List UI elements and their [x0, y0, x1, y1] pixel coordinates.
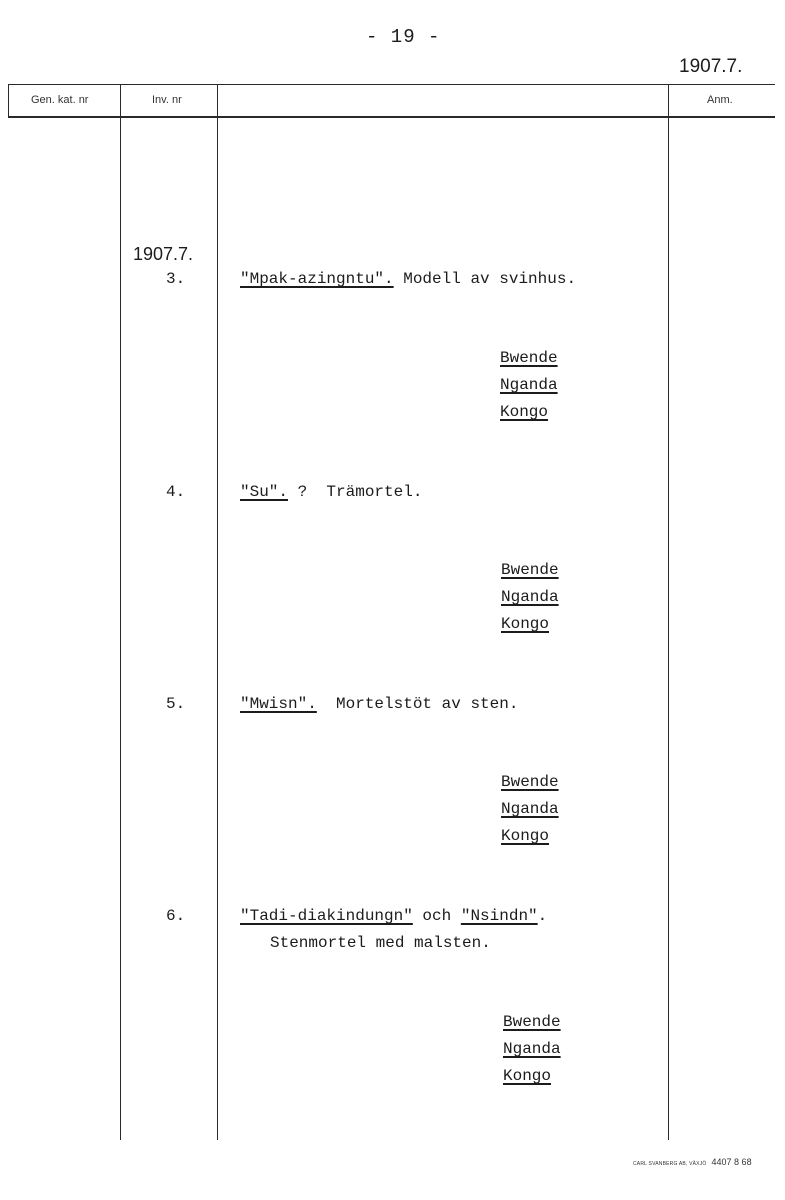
entry-title-2: "Nsindn" [460, 907, 538, 925]
column-header-inv-nr: Inv. nr [152, 94, 182, 106]
entry-description [240, 907, 547, 925]
entry-title: "Tadi-diakindungn" [240, 907, 413, 925]
entry-text-end: . [537, 907, 548, 925]
location-kongo: Kongo [503, 1067, 552, 1085]
entry-text: Modell av svinhus. [393, 270, 577, 288]
entry-number: 6. [166, 907, 186, 925]
location-kongo: Kongo [501, 615, 550, 633]
column-divider-3 [668, 84, 669, 1140]
entry-locations [501, 557, 559, 638]
entry-text: Mortelstöt av sten. [316, 695, 519, 713]
location-bwende: Bwende [500, 349, 558, 367]
location-bwende: Bwende [503, 1013, 561, 1031]
header-bottom-rule [8, 116, 775, 118]
form-code: 4407 8 68 [711, 1157, 752, 1167]
entry-locations [501, 769, 559, 850]
entry-number: 3. [166, 270, 186, 288]
header-top-rule [8, 84, 775, 85]
column-header-gen-kat-nr: Gen. kat. nr [31, 94, 89, 106]
location-nganda: Nganda [501, 800, 559, 818]
entry-description-line-2: Stenmortel med malsten. [270, 934, 491, 952]
printer-name: CARL SVANBERG AB, VÄXJÖ [633, 1161, 707, 1167]
entry-description [240, 483, 422, 501]
column-divider-1 [120, 84, 121, 1140]
entry-title: "Su". [240, 483, 289, 501]
column-divider-left-edge [8, 84, 9, 118]
inventory-year: 1907.7. [133, 244, 194, 264]
entry-text: ? Trämortel. [288, 483, 423, 501]
page-number: - 19 - [366, 26, 441, 48]
location-kongo: Kongo [501, 827, 550, 845]
printer-footer [633, 1157, 752, 1167]
entry-text: och [412, 907, 461, 925]
location-nganda: Nganda [500, 376, 558, 394]
column-divider-2 [217, 84, 218, 1140]
entry-description [240, 270, 576, 288]
entry-locations [503, 1009, 561, 1090]
entry-locations [500, 345, 558, 426]
series-number: 1907.7. [679, 56, 743, 77]
location-bwende: Bwende [501, 561, 559, 579]
location-nganda: Nganda [503, 1040, 561, 1058]
location-bwende: Bwende [501, 773, 559, 791]
entry-number: 5. [166, 695, 186, 713]
entry-title: "Mpak-azingntu". [240, 270, 394, 288]
location-kongo: Kongo [500, 403, 549, 421]
column-header-anm: Anm. [707, 94, 733, 106]
entry-number: 4. [166, 483, 186, 501]
entry-description [240, 695, 518, 713]
entry-title: "Mwisn". [240, 695, 317, 713]
location-nganda: Nganda [501, 588, 559, 606]
